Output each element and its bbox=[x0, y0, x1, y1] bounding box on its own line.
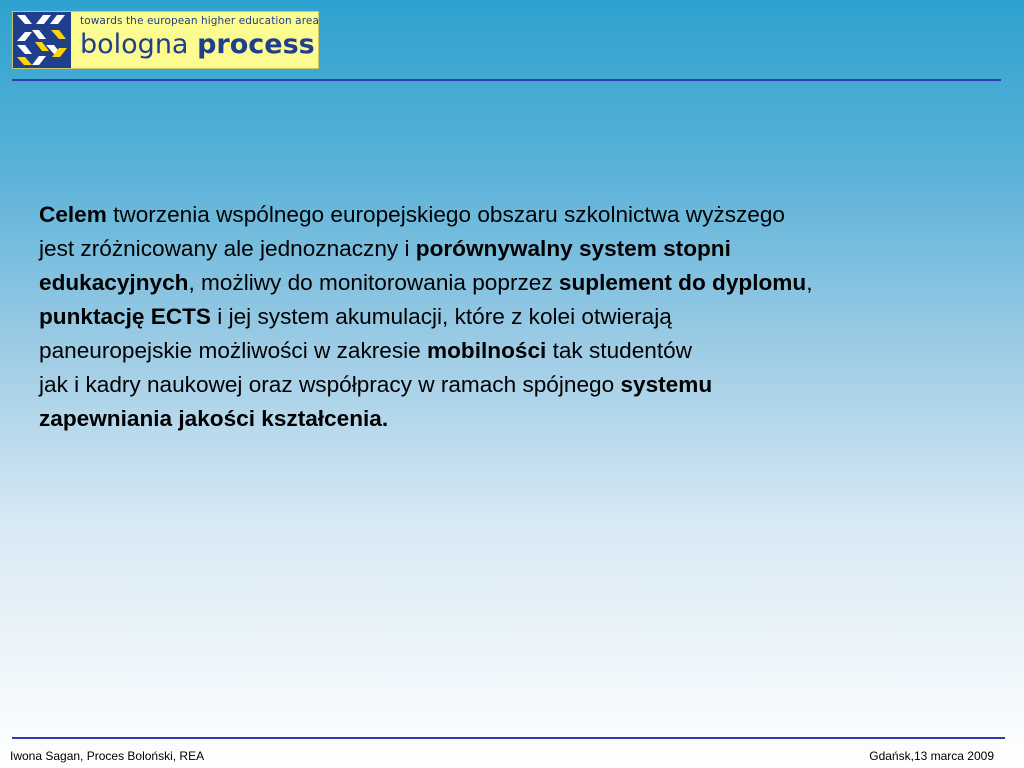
text-run: , bbox=[806, 270, 813, 295]
header-divider bbox=[12, 79, 1001, 81]
text-line-7 bbox=[39, 402, 989, 436]
bold-phrase: suplement do dyplomu bbox=[558, 270, 807, 295]
text-line-6 bbox=[39, 368, 989, 402]
text-run: jest zróżnicowany ale jednoznaczny i bbox=[39, 236, 416, 261]
text-line-2 bbox=[39, 232, 989, 266]
bold-phrase: punktację ECTS bbox=[39, 304, 212, 329]
text-run: tak studentów bbox=[546, 338, 692, 363]
footer-author: Iwona Sagan, Proces Boloński, REA bbox=[10, 749, 205, 763]
text-line-1 bbox=[39, 198, 989, 232]
text-line-3 bbox=[39, 266, 989, 300]
bold-phrase: edukacyjnych bbox=[39, 270, 189, 295]
bold-phrase: systemu bbox=[620, 372, 713, 397]
bold-phrase: mobilności bbox=[427, 338, 547, 363]
text-line-4 bbox=[39, 300, 989, 334]
text-run: i jej system akumulacji, które z kolei otwierają bbox=[211, 304, 672, 329]
footer-divider bbox=[12, 737, 1005, 739]
slide-body-text bbox=[39, 198, 989, 436]
bologna-logo-mark-icon bbox=[13, 12, 71, 68]
text-run: jak i kadry naukowej oraz współpracy w ramach spójnego bbox=[39, 372, 621, 397]
text-run: , możliwy do monitorowania poprzez bbox=[188, 270, 559, 295]
bold-phrase: zapewniania jakości kształcenia. bbox=[39, 406, 389, 431]
text-run: paneuropejskie możliwości w zakresie bbox=[39, 338, 428, 363]
logo-title-bold: process bbox=[197, 29, 315, 60]
logo-title bbox=[80, 30, 319, 60]
bold-phrase: porównywalny system stopni bbox=[415, 236, 731, 261]
logo-text bbox=[71, 12, 319, 68]
text-line-5 bbox=[39, 334, 989, 368]
footer-date: Gdańsk,13 marca 2009 bbox=[869, 749, 994, 763]
bold-phrase: Celem bbox=[39, 202, 107, 227]
logo-title-light: bologna bbox=[80, 29, 189, 60]
text-run: tworzenia wspólnego europejskiego obszaru szkolnictwa wyższego bbox=[106, 202, 785, 227]
logo-tagline: towards the european higher education area bbox=[80, 15, 319, 27]
bologna-process-logo bbox=[12, 11, 319, 69]
